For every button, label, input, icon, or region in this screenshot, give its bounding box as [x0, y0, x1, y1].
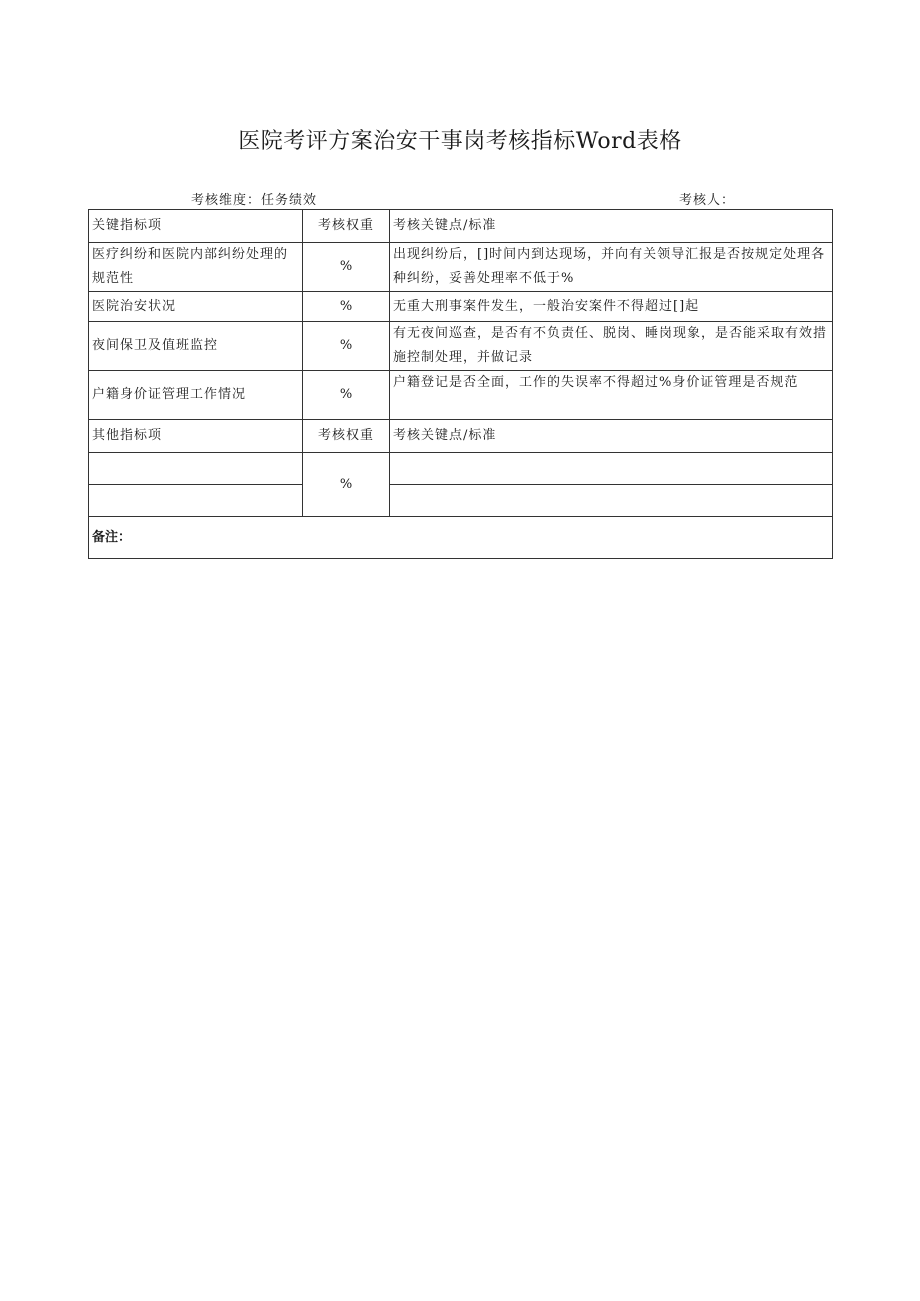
- indicator-criteria: 户籍登记是否全面，工作的失误率不得超过%身价证管理是否规范: [390, 371, 833, 420]
- indicator-weight: %: [303, 292, 390, 322]
- assessment-dimension: 考核维度：任务绩效: [191, 193, 318, 208]
- table-row: [89, 453, 833, 485]
- key-header-row: [89, 210, 833, 243]
- indicator-item: 医疗纠纷和医院内部纠纷处理的规范性: [89, 243, 303, 292]
- notes-row: [89, 517, 833, 559]
- header-key-item: 关键指标项: [89, 210, 303, 243]
- header-other-weight: 考核权重: [303, 420, 390, 453]
- indicator-criteria: 无重大刑事案件发生，一般治安案件不得超过[]起: [390, 292, 833, 322]
- table-row: [89, 322, 833, 371]
- indicator-item: 户籍身价证管理工作情况: [89, 371, 303, 420]
- document-title: 医院考评方案治安干事岗考核指标Word表格: [238, 129, 682, 154]
- other-header-row: [89, 420, 833, 453]
- header-other-criteria: 考核关键点/标准: [390, 420, 833, 453]
- table-row: [89, 292, 833, 322]
- other-criteria-blank: [390, 485, 833, 517]
- other-item-blank: [89, 453, 303, 485]
- kpi-table: [88, 209, 833, 559]
- table-row: [89, 485, 833, 517]
- table-row: [89, 243, 833, 292]
- indicator-criteria: 出现纠纷后，[]时间内到达现场，并向有关领导汇报是否按规定处理各种纠纷，妥善处理率不低于%: [390, 243, 833, 292]
- assessor-label: 考核人：: [679, 193, 736, 208]
- indicator-item: 夜间保卫及值班监控: [89, 322, 303, 371]
- notes-label: 备注：: [89, 517, 833, 559]
- indicator-weight: %: [303, 371, 390, 420]
- other-criteria-blank: [390, 453, 833, 485]
- other-weight: %: [303, 453, 390, 517]
- other-item-blank: [89, 485, 303, 517]
- indicator-weight: %: [303, 322, 390, 371]
- header-key-weight: 考核权重: [303, 210, 390, 243]
- table-row: [89, 371, 833, 420]
- indicator-weight: %: [303, 243, 390, 292]
- header-key-criteria: 考核关键点/标准: [390, 210, 833, 243]
- indicator-criteria: 有无夜间巡查，是否有不负责任、脱岗、睡岗现象，是否能采取有效措施控制处理，并做记录: [390, 322, 833, 371]
- indicator-item: 医院治安状况: [89, 292, 303, 322]
- header-other-item: 其他指标项: [89, 420, 303, 453]
